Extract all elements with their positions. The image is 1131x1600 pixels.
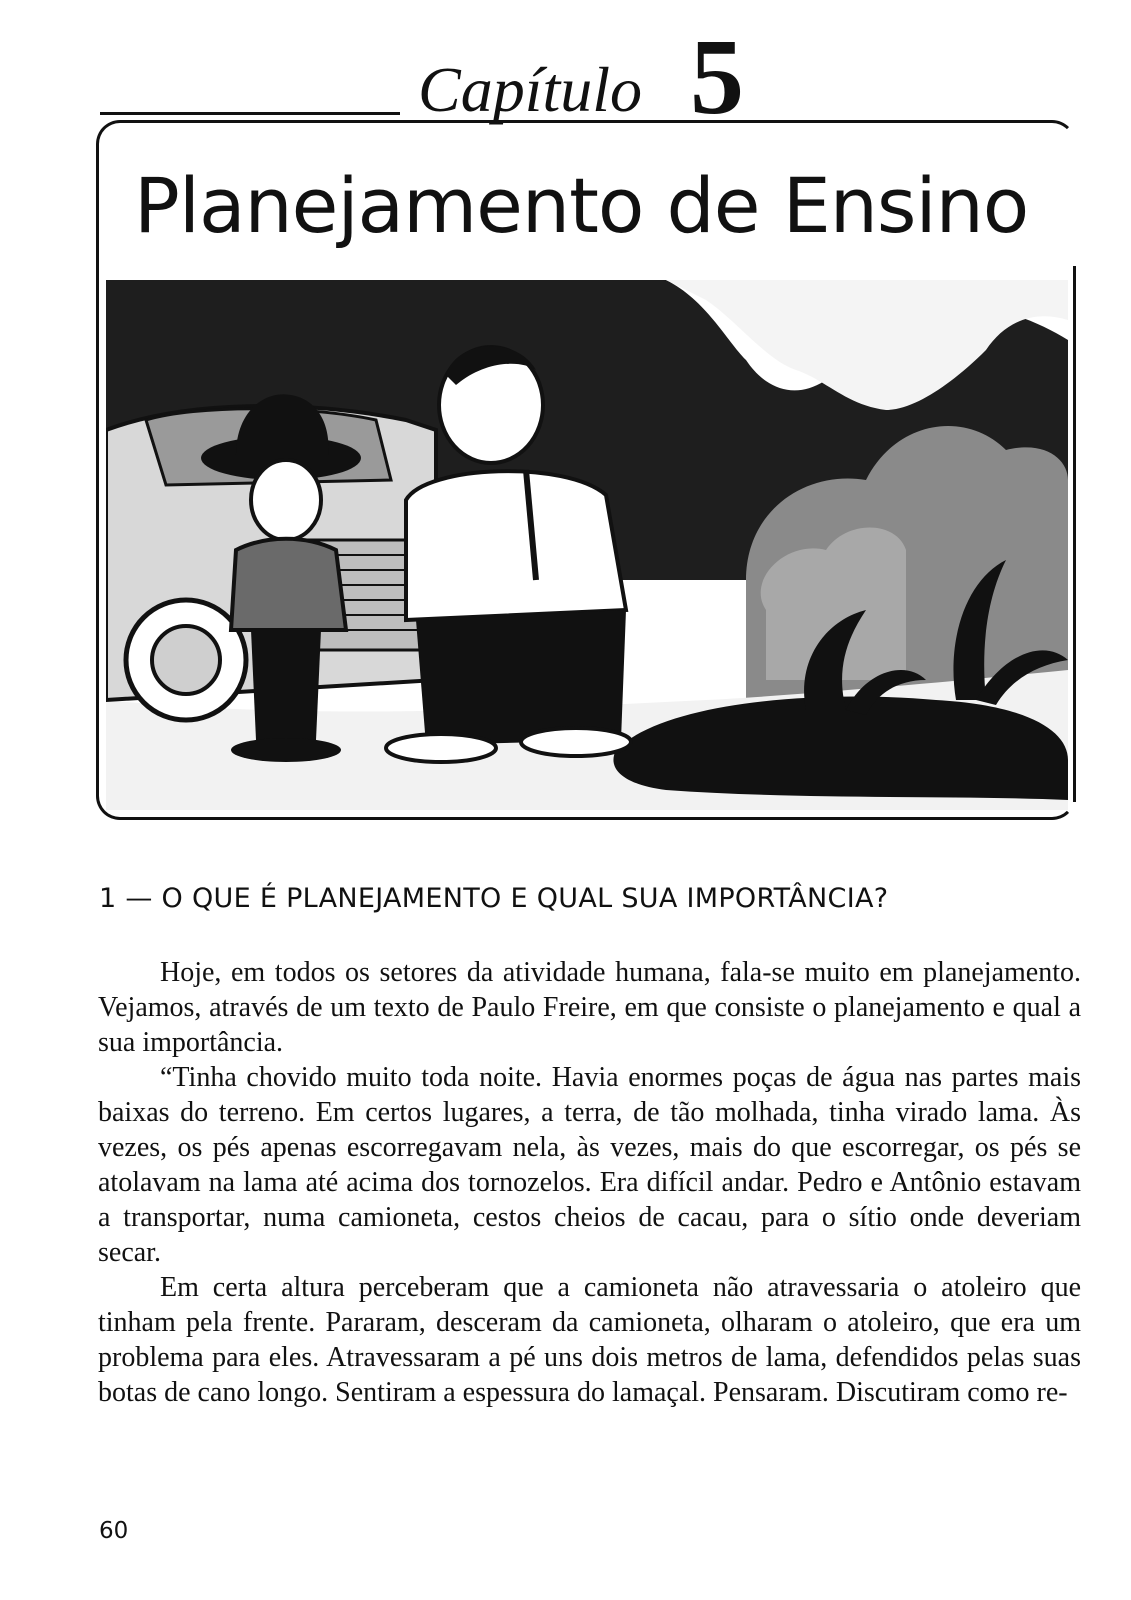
paragraph: Hoje, em todos os setores da atividade humana, fala-se muito em planejamento. Vejamos, através de um texto de Paulo Freire, em que consiste o planejamento e qual a sua importância. [98, 957, 1081, 1058]
chapter-label: Capítulo [418, 54, 643, 125]
paragraph: Em certa altura perceberam que a camioneta não atravessaria o atoleiro que tinham pela frente. Pararam, desceram da camioneta, olharam o atoleiro, que era um problema para eles. Atravessaram a pé uns dois metros de lama, defendidos pelas suas botas de cano longo. Sentiram a espessura do lamaçal. Pensaram. Discutiram como re- [98, 1272, 1081, 1408]
chapter-number: 5 [690, 18, 744, 137]
chapter-frame-right-edge [1073, 266, 1076, 802]
paragraph: “Tinha chovido muito toda noite. Havia enormes poças de água nas partes mais baixas do terreno. Em certos lugares, a terra, de tão molhada, tinha virado lama. Às vezes, os pés apenas escorregavam nela, às vezes, mais do que escorregar, os pés se atolavam na lama até acima dos tornozelos. Era difícil andar. Pedro e Antônio estavam a transportar, numa camioneta, cestos cheios de cacau, para o sítio onde deveriam secar. [98, 1062, 1081, 1268]
page-number: 60 [99, 1518, 129, 1544]
body-text [98, 955, 1081, 1410]
section-heading: 1 — O QUE É PLANEJAMENTO E QUAL SUA IMPORTÂNCIA? [99, 883, 889, 914]
cartoon-two-men-truck-mud-icon [106, 280, 1068, 810]
chapter-rule [100, 112, 400, 115]
chapter-title: Planejamento de Ensino [134, 161, 1029, 250]
